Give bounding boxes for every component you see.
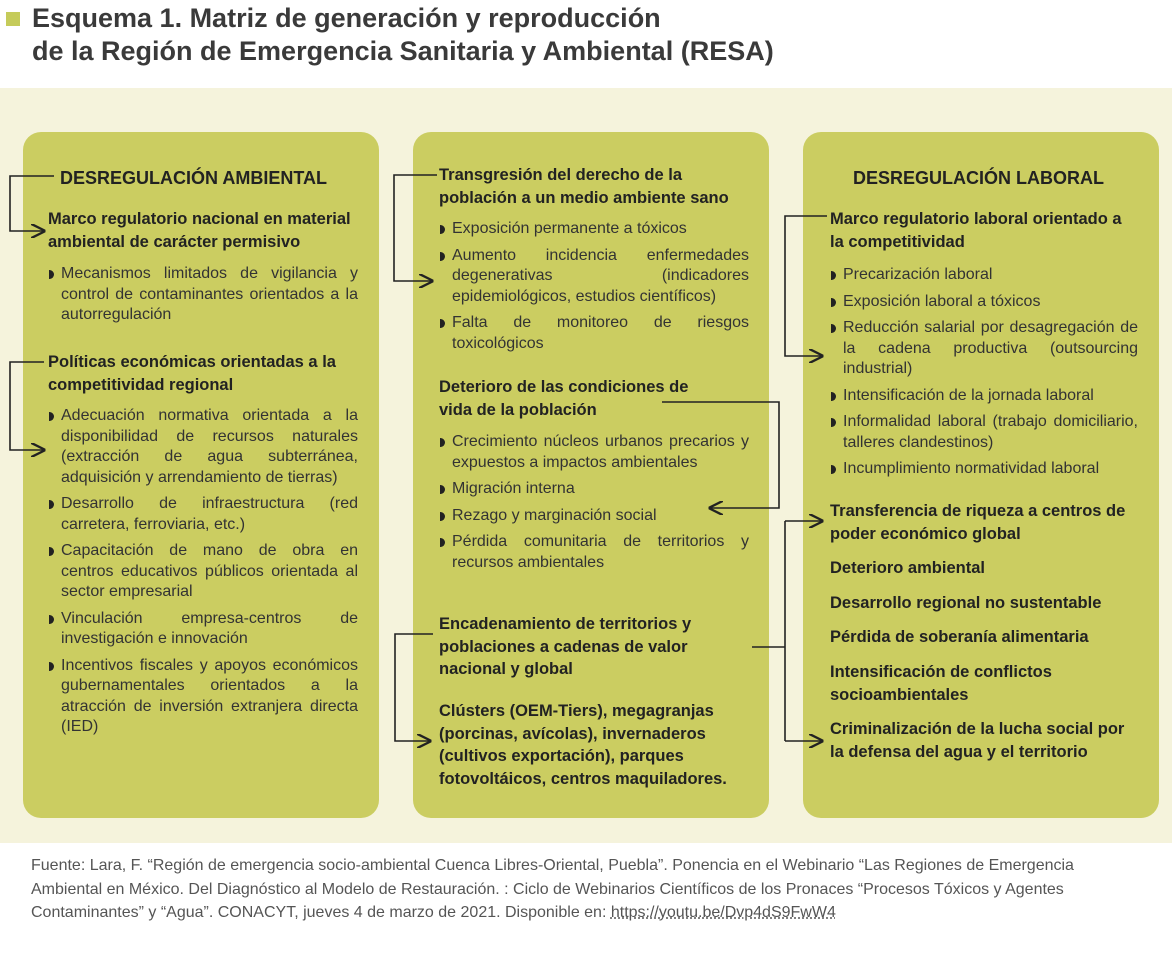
list-item: Precarización laboral	[830, 265, 1138, 286]
left-heading: DESREGULACIÓN AMBIENTAL	[60, 168, 327, 188]
source-link[interactable]: https://youtu.be/Dvp4dS9FwW4	[610, 904, 836, 921]
list-item: Falta de monitoreo de riesgos toxicológicos	[439, 313, 749, 354]
list-item: Mecanismos limitados de vigilancia y control de contaminantes orientados a la autorregulación	[48, 264, 358, 326]
arrow-middle-3	[395, 634, 433, 741]
left-s2-title: Políticas económicas orientadas a la competitividad regional	[48, 353, 336, 394]
right-effect-1: Transferencia de riqueza a centros de poder económico global	[830, 502, 1126, 543]
title-line-1: Esquema 1. Matriz de generación y reproducción	[32, 3, 661, 33]
right-effect-4: Pérdida de soberanía alimentaria	[830, 628, 1089, 646]
source-footer	[31, 854, 1141, 925]
list-item: Aumento incidencia enfermedades degenerativas (indicadores epidemiológicos, estudios científicos)	[439, 246, 749, 308]
arrow-right-1	[785, 216, 827, 356]
list-item: Vinculación empresa-centros de investigación e innovación	[48, 609, 358, 650]
list-item: Adecuación normativa orientada a la disponibilidad de recursos naturales (extracción de agua subterránea, adquisición y arrendamiento de tierras)	[48, 406, 358, 488]
right-effect-6: Criminalización de la lucha social por la defensa del agua y el territorio	[830, 720, 1125, 761]
middle-s3-title: Encadenamiento de territorios y poblaciones a cadenas de valor nacional y global	[439, 615, 692, 678]
list-item: Rezago y marginación social	[439, 506, 749, 527]
list-item: Crecimiento núcleos urbanos precarios y expuestos a impactos ambientales	[439, 432, 749, 473]
right-effect-5: Intensificación de conflictos socioambientales	[830, 663, 1052, 704]
left-s1-title: Marco regulatorio nacional en material ambiental de carácter permisivo	[48, 210, 351, 251]
middle-s1-title: Transgresión del derecho de la población a un medio ambiente sano	[439, 166, 729, 207]
middle-s2-title: Deterioro de las condiciones de vida de la población	[439, 378, 689, 419]
list-item: Exposición permanente a tóxicos	[439, 219, 749, 240]
arrow-left-1	[10, 176, 54, 231]
middle-s4-title: Clústers (OEM-Tiers), megagranjas (porcinas, avícolas), invernaderos (cultivos exportación), parques fotovoltáicos, centros maquiladores.	[439, 702, 727, 788]
list-item: Desarrollo de infraestructura (red carretera, ferroviaria, etc.)	[48, 494, 358, 535]
arrow-middle-1	[394, 175, 437, 281]
list-item: Pérdida comunitaria de territorios y recursos ambientales	[439, 532, 749, 573]
list-item: Exposición laboral a tóxicos	[830, 292, 1138, 313]
list-item: Intensificación de la jornada laboral	[830, 386, 1138, 407]
list-item: Incentivos fiscales y apoyos económicos gubernamentales orientados a la atracción de inversión extranjera directa (IED)	[48, 656, 358, 738]
footer-text: Fuente: Lara, F. “Región de emergencia socio-ambiental Cuenca Libres-Oriental, Puebla”. Ponencia en el Webinario “Las Regiones de Emergencia Ambiental en México. Del Diagnóstico al Modelo de Restauración. : Ciclo de Webinarios Científicos de los Pronaces “Procesos Tóxicos y Agentes Contaminantes” y “Agua”. CONACYT, jueves 4 de marzo de 2021. Disponible en:	[31, 857, 1074, 921]
arrow-middle-2	[662, 402, 779, 508]
list-item: Incumplimiento normatividad laboral	[830, 459, 1138, 480]
right-heading: DESREGULACIÓN LABORAL	[853, 168, 1104, 188]
list-item: Capacitación de mano de obra en centros educativos públicos orientada al sector empresarial	[48, 541, 358, 603]
title-line-2: de la Región de Emergencia Sanitaria y Ambiental (RESA)	[32, 36, 774, 66]
list-item: Informalidad laboral (trabajo domiciliario, talleres clandestinos)	[830, 412, 1138, 453]
right-effect-3: Desarrollo regional no sustentable	[830, 594, 1102, 612]
right-s1-title: Marco regulatorio laboral orientado a la competitividad	[830, 210, 1122, 251]
arrow-left-2	[10, 362, 44, 450]
list-item: Migración interna	[439, 479, 749, 500]
right-effect-2: Deterioro ambiental	[830, 559, 985, 577]
list-item: Reducción salarial por desagregación de la cadena productiva (outsourcing industrial)	[830, 318, 1138, 380]
